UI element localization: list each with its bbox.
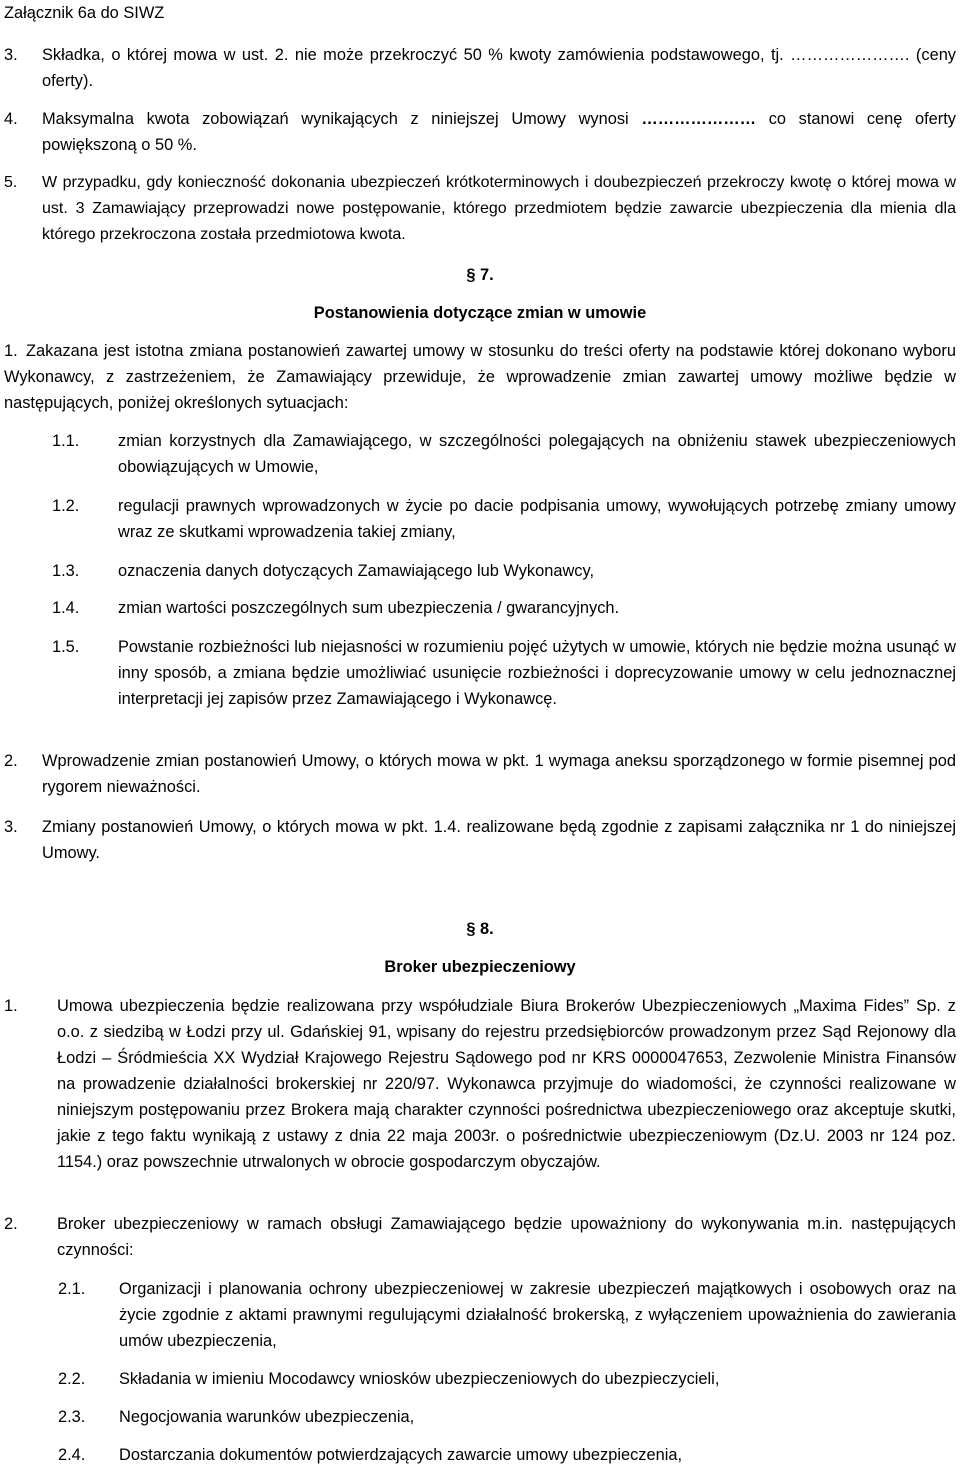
item-text: Maksymalna kwota zobowiązań wynikających z niniejszej Umowy wynosi ………………… co stanowi cenę oferty powiększoną o 50 %. — [42, 110, 956, 154]
paragraph-number: 2. — [4, 1215, 18, 1233]
item-text: Powstanie rozbieżności lub niejasności w rozumieniu pojęć użytych w umowie, których nie będzie można usunąć w inny sposób, a zmiana będzie umożliwiać usunięcie rozbieżności i doprecyzowanie umowy w celu jednoznacznej interpretacji jej zapisów przez Zamawiającego i Wykonawcę. — [118, 638, 956, 708]
item-number: 2.3. — [58, 1408, 86, 1426]
paragraph-number: 3. — [4, 818, 18, 836]
list-item — [52, 595, 956, 621]
paragraph-number: 1. — [4, 997, 18, 1015]
paragraph-text: Wprowadzenie zmian postanowień Umowy, o których mowa w pkt. 1 wymaga aneksu sporządzonego w formie pisemnej pod rygorem nieważności. — [42, 752, 956, 796]
list-item — [58, 1404, 956, 1430]
item-text: zmian wartości poszczególnych sum ubezpieczenia / gwarancyjnych. — [118, 599, 620, 617]
list-item — [58, 1276, 956, 1354]
list-item — [52, 634, 956, 712]
list-item — [4, 106, 956, 158]
item-number: 5. — [4, 174, 18, 191]
list-item — [52, 558, 956, 584]
list-item — [58, 1366, 956, 1392]
paragraph — [4, 814, 956, 866]
item-number: 2.4. — [58, 1446, 86, 1464]
item-number: 1.5. — [52, 638, 80, 656]
section-number: § 7. — [466, 266, 494, 284]
list-item — [52, 428, 956, 480]
paragraph-number: 2. — [4, 752, 18, 770]
item-number: 1.4. — [52, 599, 80, 617]
list-item — [58, 1442, 956, 1468]
section-title: Broker ubezpieczeniowy — [384, 958, 576, 976]
paragraph-text: Broker ubezpieczeniowy w ramach obsługi Zamawiającego będzie upoważniony do wykonywania m.in. następujących czynności: — [57, 1215, 956, 1259]
item-text: Składka, o której mowa w ust. 2. nie może przekroczyć 50 % kwoty zamówienia podstawowego, tj. …………………. (ceny oferty). — [42, 46, 956, 90]
item-text: regulacji prawnych wprowadzonych w życie po dacie podpisania umowy, wywołujących potrzebę zmiany umowy wraz ze skutkami wprowadzenia takiej zmiany, — [118, 497, 956, 541]
item-number: 4. — [4, 110, 18, 128]
paragraph-text: Zmiany postanowień Umowy, o których mowa w pkt. 1.4. realizowane będą zgodnie z zapisami załącznika nr 1 do niniejszej Umowy. — [42, 818, 956, 862]
item-text: Negocjowania warunków ubezpieczenia, — [119, 1408, 415, 1426]
item-text: oznaczenia danych dotyczących Zamawiającego lub Wykonawcy, — [118, 562, 595, 580]
item-number: 3. — [4, 46, 18, 64]
paragraph-number: 1. — [4, 342, 18, 360]
item-number: 1.2. — [52, 497, 80, 515]
item-text: zmian korzystnych dla Zamawiającego, w szczególności polegających na obniżeniu stawek ubezpieczeniowych obowiązujących w Umowie, — [118, 432, 956, 476]
paragraph — [4, 993, 956, 1175]
section-title: Postanowienia dotyczące zmian w umowie — [313, 304, 647, 322]
item-number: 1.1. — [52, 432, 80, 450]
item-text: Organizacji i planowania ochrony ubezpieczeniowej w zakresie ubezpieczeń majątkowych i osobowych oraz na życie zgodnie z aktami prawnymi regulującymi działalność brokerską, z wyłączeniem upoważnienia do zawierania umów ubezpieczenia, — [119, 1280, 956, 1350]
item-text: Składania w imieniu Mocodawcy wniosków ubezpieczeniowych do ubezpieczycieli, — [119, 1370, 720, 1388]
section-number: § 8. — [466, 920, 494, 938]
paragraph-text: Umowa ubezpieczenia będzie realizowana przy współudziale Biura Brokerów Ubezpieczeniowych „Maxima Fides” Sp. z o.o. z siedzibą w Łodzi przy ul. Gdańskiej 91, wpisany do rejestru przedsiębiorców prowadzonym przez Sąd Rejonowy dla Łodzi – Śródmieścia XX Wydział Krajowego Rejestru Sądowego pod nr KRS 0000047653, Zezwolenie Ministra Finansów na prowadzenie działalności brokerskiej nr 220/97. Wykonawca przyjmuje do wiadomości, że czynności realizowane w niniejszym postępowaniu przez Brokera mają charakter czynności pośrednictwa ubezpieczeniowego oraz akceptuje skutki, jakie z tego faktu wynikają z ustawy z dnia 22 maja 2003r. o pośrednictwie ubezpieczeniowym (Dz.U. 2003 nr 124 poz. 1154.) oraz powszechnie utrwalonych w obrocie gospodarczym obyczajów. — [57, 997, 956, 1171]
paragraph — [4, 338, 956, 416]
item-text: W przypadku, gdy konieczność dokonania ubezpieczeń krótkoterminowych i doubezpieczeń przekroczy kwotę o której mowa w ust. 3 Zamawiający przeprowadzi nowe postępowanie, którego przedmiotem będzie zawarcie ubezpieczenia dla mienia dla którego przekroczona została przedmiotowa kwota. — [42, 174, 956, 243]
item-number: 1.3. — [52, 562, 80, 580]
attachment-header: Załącznik 6a do SIWZ — [4, 4, 165, 22]
paragraph-text: Zakazana jest istotna zmiana postanowień zawartej umowy w stosunku do treści oferty na podstawie której dokonano wyboru Wykonawcy, z zastrzeżeniem, że Zamawiający przewiduje, że wprowadzenie zmian zawartej umowy możliwe będzie w następujących, poniżej określonych sytuacjach: — [4, 342, 956, 412]
paragraph — [4, 1211, 956, 1263]
list-item — [4, 42, 956, 94]
item-number: 2.2. — [58, 1370, 86, 1388]
item-text: Dostarczania dokumentów potwierdzających zawarcie umowy ubezpieczenia, — [119, 1446, 683, 1464]
list-item — [52, 493, 956, 545]
item-number: 2.1. — [58, 1280, 86, 1298]
list-item — [4, 170, 956, 248]
paragraph — [4, 748, 956, 800]
